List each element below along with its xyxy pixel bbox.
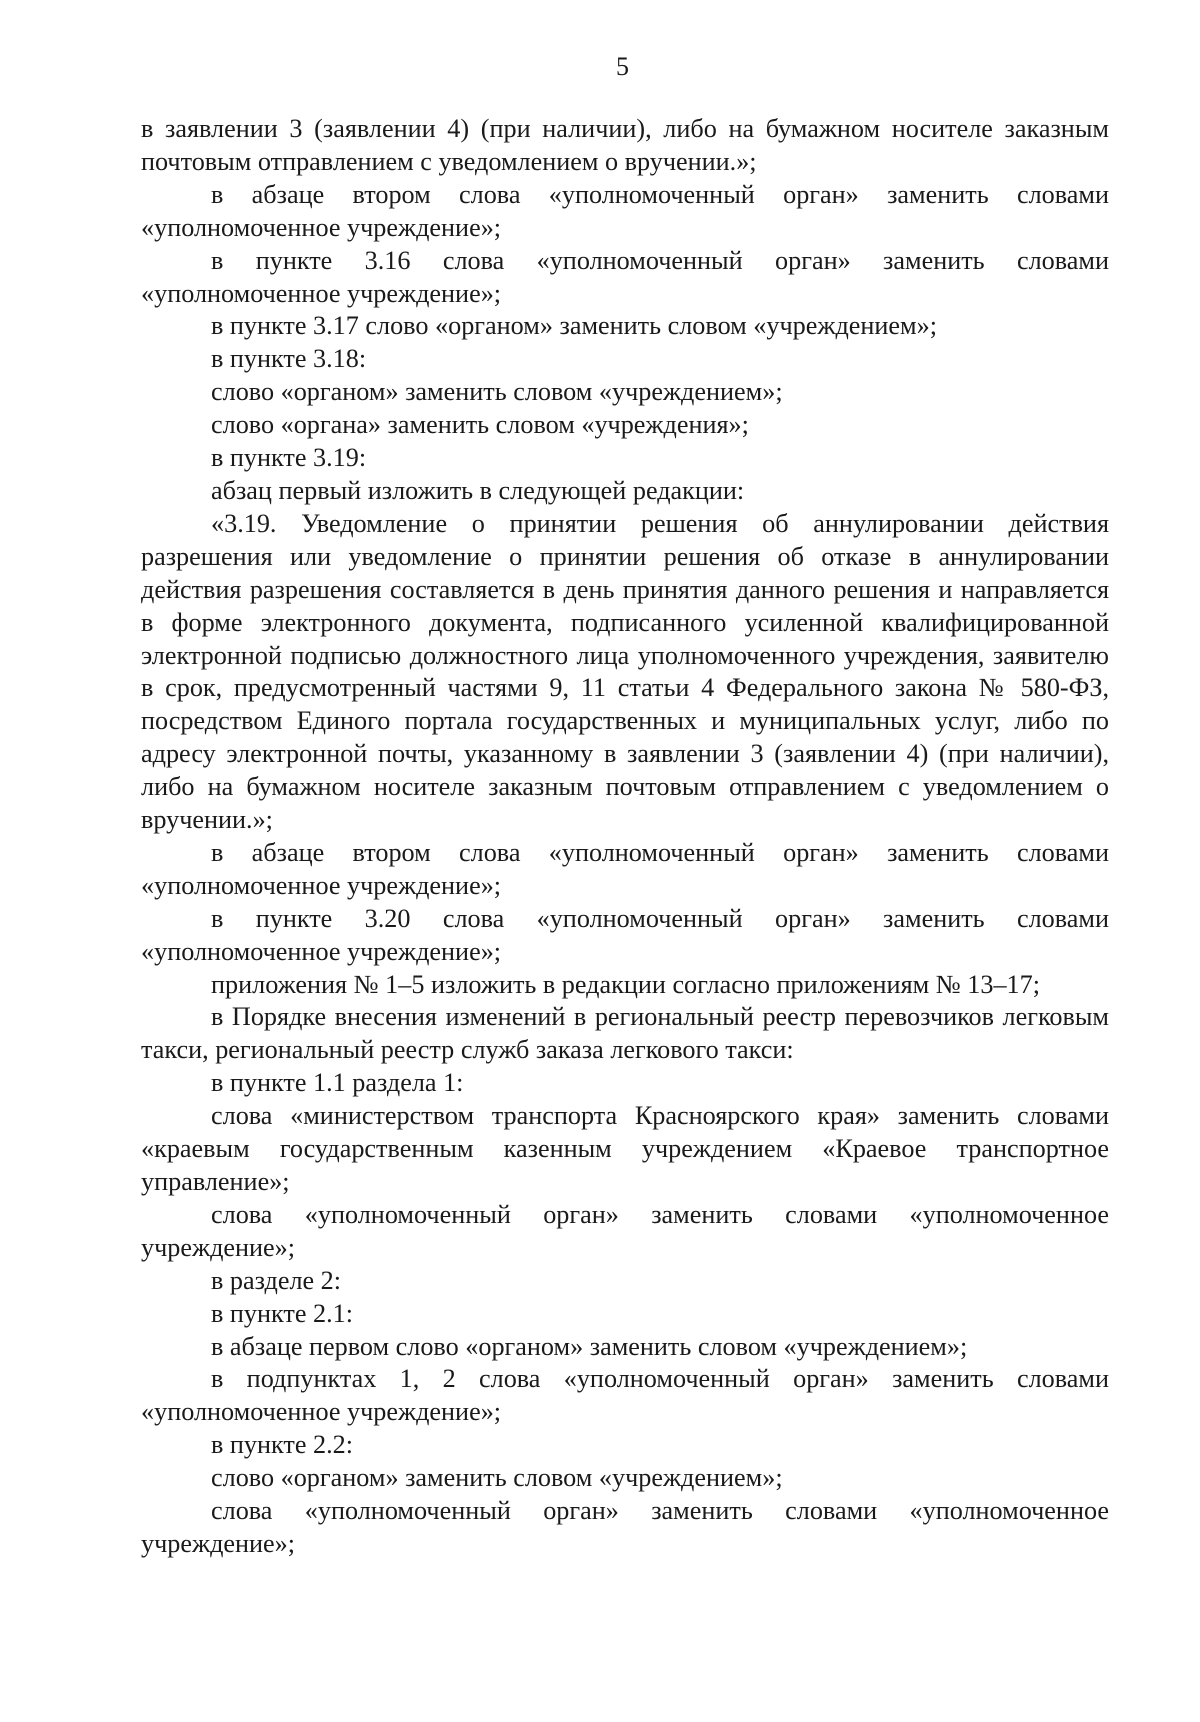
paragraph-3: в пункте 3.16 слова «уполномоченный орган» заменить словами «уполномоченное учреждение»;	[141, 245, 1109, 308]
document-body	[141, 113, 1109, 1561]
paragraph-16: слова «министерством транспорта Красноярского края» заменить словами «краевым государственным казенным учреждением «Краевое транспортное управление»;	[141, 1101, 1109, 1196]
paragraph-22: в пункте 2.2:	[211, 1430, 354, 1460]
paragraph-5: в пункте 3.18:	[211, 344, 367, 374]
paragraph-10: «3.19. Уведомление о принятии решения об аннулировании действия разрешения или уведомление о принятии решения об отказе в аннулировании действия разрешения составляется в день принятия данного решения и направляется в форме электронного документа, подписанного усиленной квалифицированной электронной подписью должностного лица уполномоченного учреждения, заявителю в срок, предусмотренный частями 9, 11 статьи 4 Федерального закона № 580-ФЗ, посредством Единого портала государственных и муниципальных услуг, либо по адресу электронной почты, указанному в заявлении 3 (заявлении 4) (при наличии), либо на бумажном носителе заказным почтовым отправлением с уведомлением о вручении.»;	[141, 508, 1109, 835]
paragraph-2: в абзаце втором слова «уполномоченный орган» заменить словами «уполномоченное учреждение»;	[141, 179, 1109, 242]
paragraph-19: в пункте 2.1:	[211, 1298, 354, 1328]
page-number: 5	[616, 52, 629, 81]
paragraph-7: слово «органа» заменить словом «учреждения»;	[211, 410, 749, 440]
paragraph-14: в Порядке внесения изменений в региональный реестр перевозчиков легковым такси, региональный реестр служб заказа легкового такси:	[141, 1002, 1109, 1065]
paragraph-24: слова «уполномоченный орган» заменить словами «уполномоченное учреждение»;	[141, 1496, 1109, 1558]
paragraph-9: абзац первый изложить в следующей редакции:	[211, 475, 745, 505]
paragraph-23: слово «органом» заменить словом «учреждением»;	[211, 1463, 783, 1493]
paragraph-1: в заявлении 3 (заявлении 4) (при наличии), либо на бумажном носителе заказным почтовым отправлением с уведомлением о вручении.»;	[141, 114, 1109, 176]
paragraph-21: в подпунктах 1, 2 слова «уполномоченный орган» заменить словами «уполномоченное учреждение»;	[141, 1364, 1109, 1427]
paragraph-18: в разделе 2:	[211, 1265, 342, 1295]
paragraph-11: в абзаце втором слова «уполномоченный орган» заменить словами «уполномоченное учреждение»;	[141, 837, 1109, 900]
paragraph-20: в абзаце первом слово «органом» заменить словом «учреждением»;	[211, 1331, 968, 1361]
paragraph-8: в пункте 3.19:	[211, 443, 367, 473]
paragraph-4: в пункте 3.17 слово «органом» заменить словом «учреждением»;	[211, 311, 937, 341]
paragraph-13: приложения № 1–5 изложить в редакции согласно приложениям № 13–17;	[211, 969, 1041, 999]
paragraph-17: слова «уполномоченный орган» заменить словами «уполномоченное учреждение»;	[141, 1199, 1109, 1262]
paragraph-15: в пункте 1.1 раздела 1:	[211, 1068, 464, 1098]
paragraph-6: слово «органом» заменить словом «учреждением»;	[211, 377, 783, 407]
paragraph-12: в пункте 3.20 слова «уполномоченный орган» заменить словами «уполномоченное учреждение»;	[141, 903, 1109, 966]
